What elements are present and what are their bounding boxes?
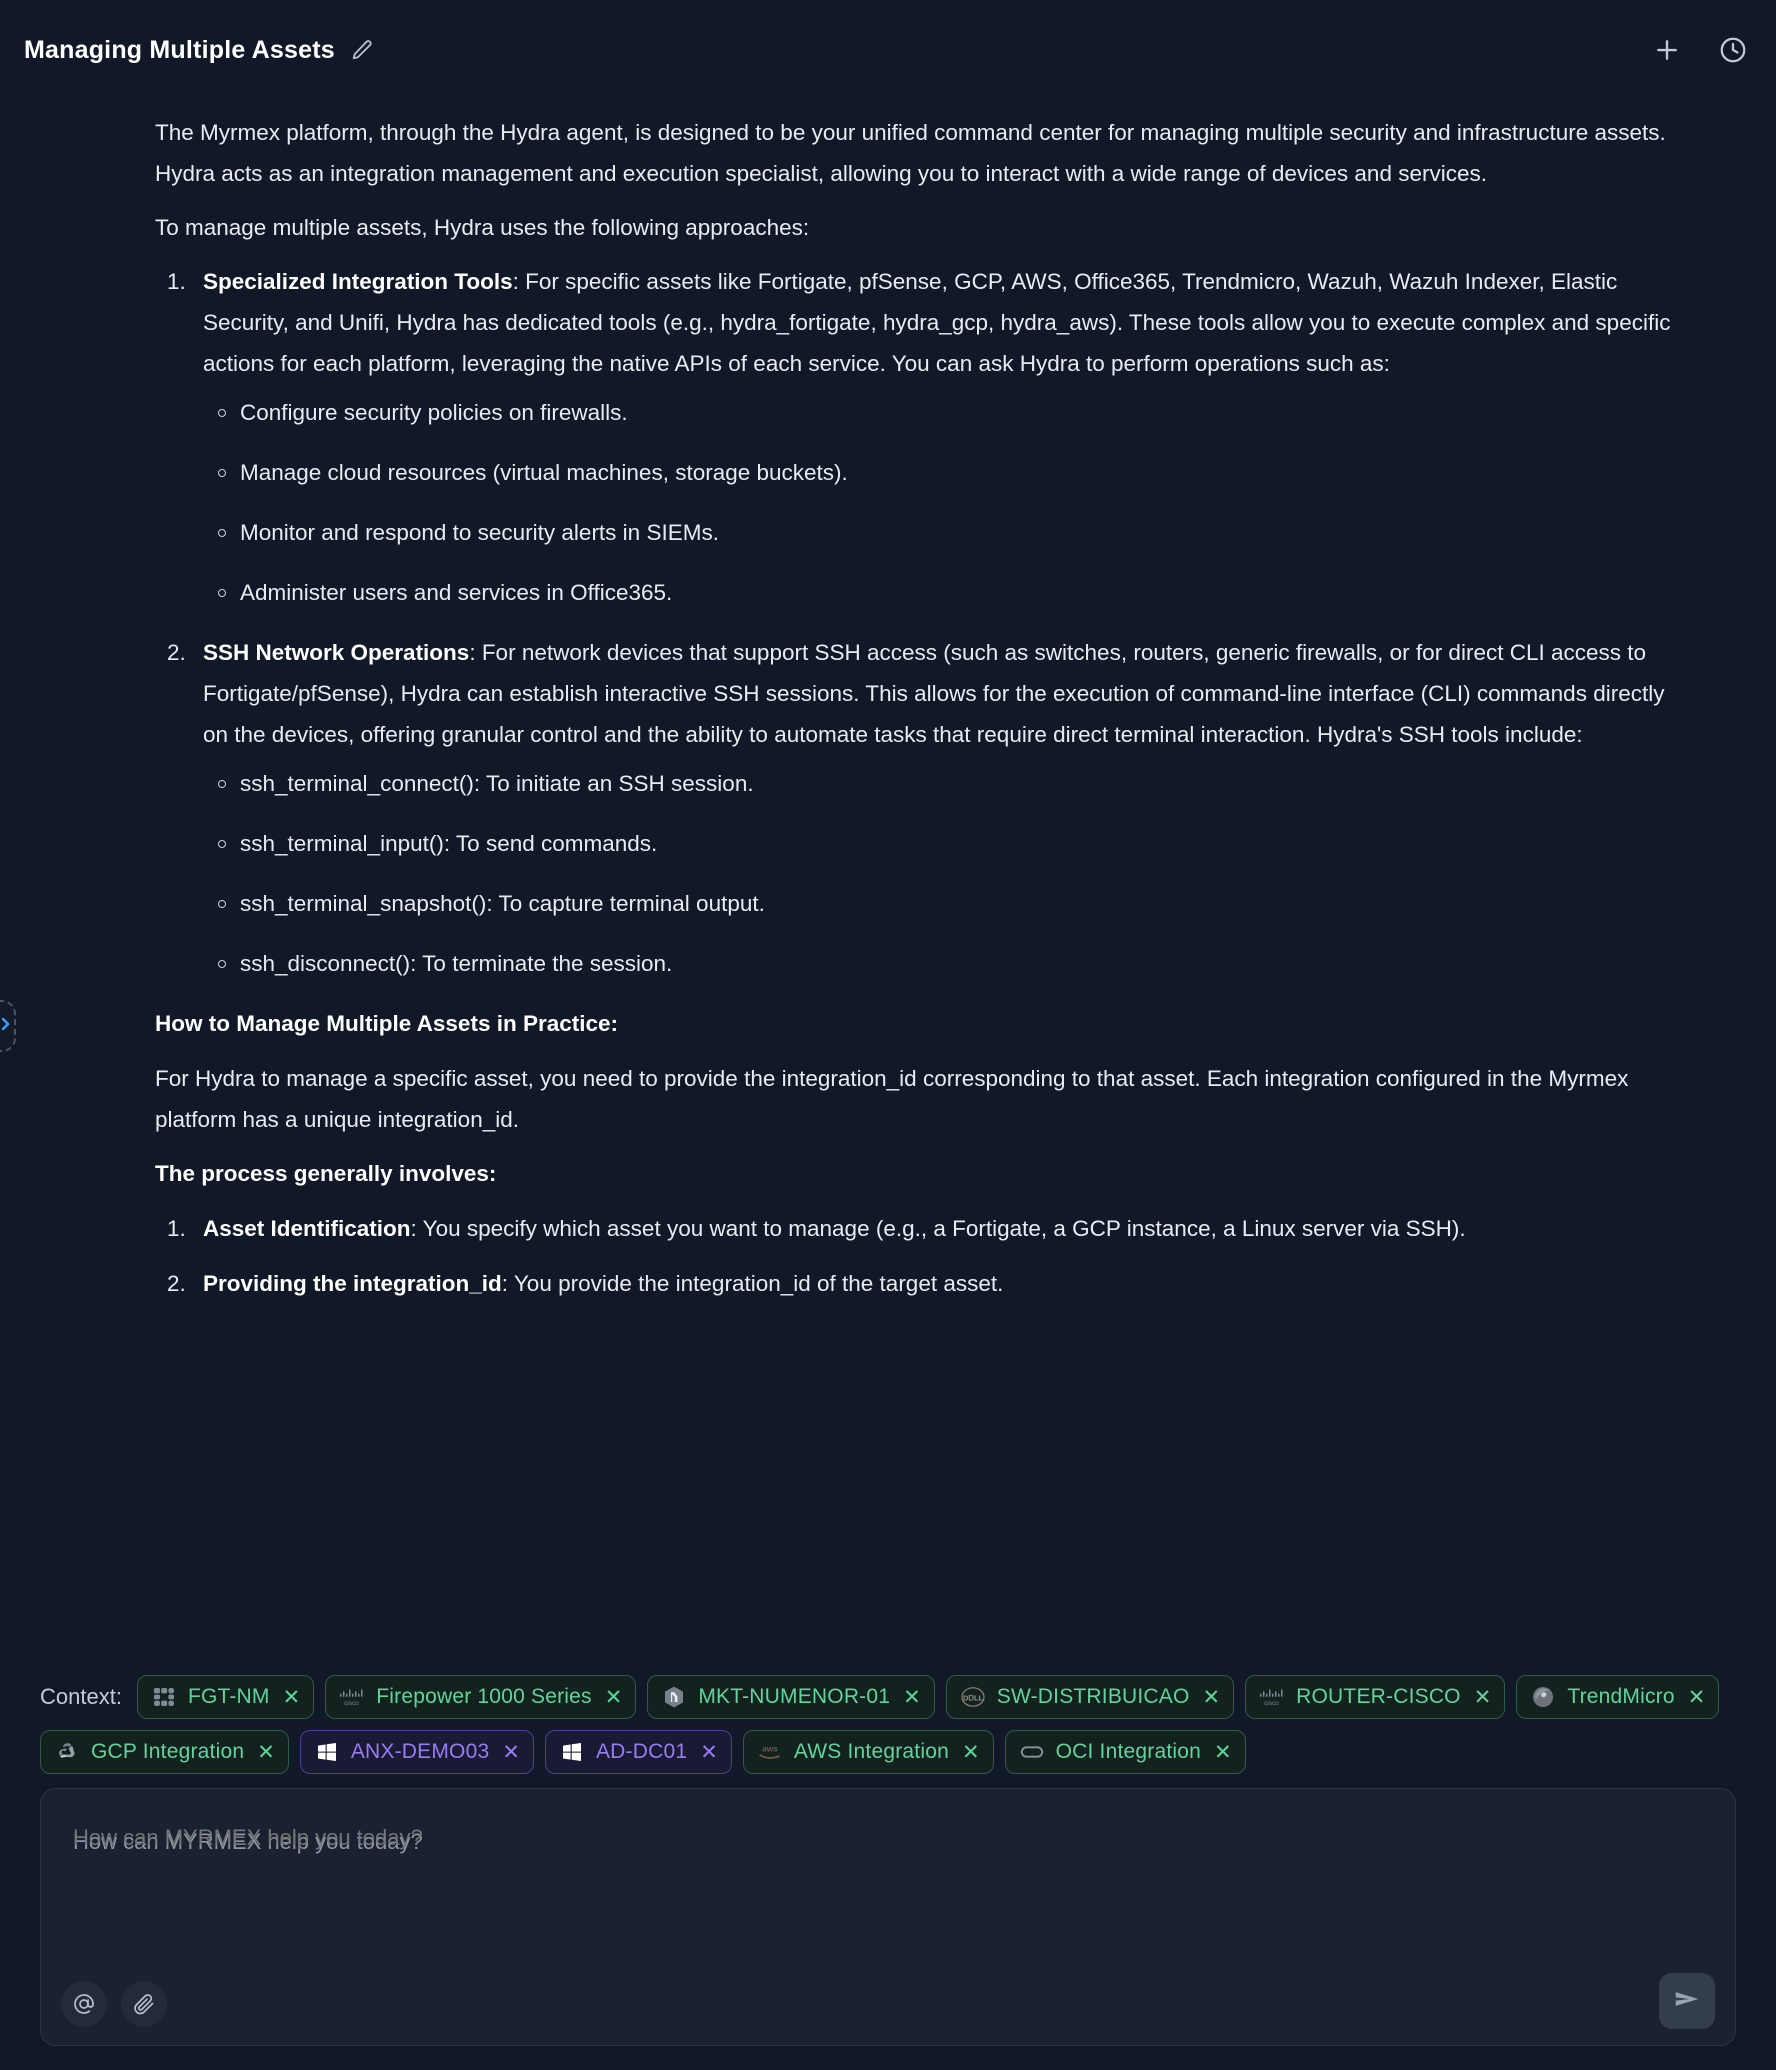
context-chip[interactable] bbox=[1516, 1675, 1719, 1719]
chevron-right-icon bbox=[0, 1017, 11, 1036]
context-chip[interactable] bbox=[545, 1730, 732, 1774]
context-chip[interactable] bbox=[1005, 1730, 1246, 1774]
list-item: Manage cloud resources (virtual machines, storage buckets). bbox=[240, 452, 1686, 493]
remove-chip-icon[interactable]: ✕ bbox=[282, 1685, 301, 1709]
context-chip[interactable] bbox=[946, 1675, 1234, 1719]
remove-chip-icon[interactable]: ✕ bbox=[961, 1740, 980, 1764]
context-chip[interactable] bbox=[743, 1730, 994, 1774]
at-sign-icon[interactable] bbox=[61, 1981, 107, 2027]
remove-chip-icon[interactable]: ✕ bbox=[1213, 1740, 1232, 1764]
cisco-logo-icon bbox=[339, 1684, 365, 1710]
clock-icon[interactable] bbox=[1718, 35, 1748, 65]
sidebar-peek-tab[interactable] bbox=[0, 1000, 16, 1052]
intro-paragraph-1: The Myrmex platform, through the Hydra agent, is designed to be your unified command center for managing multiple security and infrastructure assets. Hydra acts as an integration management and execution specialist, allowing you to interact with a wide range of devices and services. bbox=[155, 120, 1666, 186]
fortinet-grid-icon bbox=[151, 1684, 177, 1710]
process-heading: The process generally involves: bbox=[155, 1161, 497, 1186]
composer-dock bbox=[0, 1665, 1776, 2070]
context-chip[interactable] bbox=[1245, 1675, 1505, 1719]
svg-text:DⅮLL: DⅮLL bbox=[962, 1693, 983, 1703]
context-chip-label: OCI Integration bbox=[1055, 1740, 1201, 1763]
send-icon bbox=[1672, 1984, 1702, 2019]
list-item: Administer users and services in Office365. bbox=[240, 572, 1686, 613]
page-title: Managing Multiple Assets bbox=[24, 35, 335, 64]
context-chip[interactable] bbox=[325, 1675, 636, 1719]
process-list bbox=[155, 1208, 1686, 1304]
context-chip-label: ROUTER-CISCO bbox=[1296, 1685, 1461, 1708]
remove-chip-icon[interactable]: ✕ bbox=[700, 1740, 718, 1764]
list-item: ssh_disconnect(): To terminate the session. bbox=[240, 943, 1686, 984]
paperclip-icon[interactable] bbox=[121, 1981, 167, 2027]
approach-sublist bbox=[203, 392, 1686, 613]
plus-icon[interactable] bbox=[1652, 35, 1682, 65]
process-title: Asset Identification bbox=[203, 1216, 411, 1241]
trendmicro-logo-icon bbox=[1530, 1684, 1556, 1710]
remove-chip-icon[interactable]: ✕ bbox=[903, 1685, 921, 1709]
svg-text:aws: aws bbox=[761, 1743, 778, 1754]
context-chip-label: AD-DC01 bbox=[595, 1740, 688, 1763]
context-chip-label: SW-DISTRIBUICAO bbox=[996, 1685, 1190, 1708]
list-item bbox=[203, 632, 1686, 984]
remove-chip-icon[interactable]: ✕ bbox=[1473, 1685, 1492, 1709]
remove-chip-icon[interactable]: ✕ bbox=[604, 1685, 623, 1709]
google-cloud-icon bbox=[54, 1739, 80, 1765]
context-chip[interactable] bbox=[137, 1675, 314, 1719]
context-chip-label: TrendMicro bbox=[1567, 1685, 1675, 1708]
windows-logo-icon bbox=[314, 1739, 340, 1765]
list-item: ssh_terminal_connect(): To initiate an SSH session. bbox=[240, 763, 1686, 804]
composer-tools bbox=[61, 1981, 167, 2027]
header-actions bbox=[1652, 35, 1748, 65]
list-item: Configure security policies on firewalls. bbox=[240, 392, 1686, 433]
list-item bbox=[203, 1263, 1686, 1304]
list-item bbox=[203, 1208, 1686, 1249]
message-composer[interactable] bbox=[40, 1788, 1736, 2046]
practice-heading: How to Manage Multiple Assets in Practice: bbox=[155, 1011, 619, 1036]
context-chip-row bbox=[40, 1665, 1736, 1788]
pencil-icon[interactable] bbox=[351, 39, 373, 61]
approach-body: : For specific assets like Fortigate, pfSense, GCP, AWS, Office365, Trendmicro, Wazuh, Wazuh Indexer, Elastic Security, and Unifi, Hydra has dedicated tools (e.g., hydra_fortigate, hydra_gcp, hydra_aws). These tools allow you to execute complex and specific actions for each platform, leveraging the native APIs of each service. You can ask Hydra to perform operations such as: bbox=[203, 269, 1671, 376]
context-chip-label: FGT-NM bbox=[187, 1685, 270, 1708]
message-input[interactable] bbox=[41, 1789, 1735, 2045]
context-chip-label: ANX-DEMO03 bbox=[350, 1740, 490, 1763]
remove-chip-icon[interactable]: ✕ bbox=[1202, 1685, 1221, 1709]
remove-chip-icon[interactable]: ✕ bbox=[1687, 1685, 1706, 1709]
context-chip[interactable] bbox=[647, 1675, 934, 1719]
process-title: Providing the integration_id bbox=[203, 1271, 502, 1296]
list-item: ssh_terminal_input(): To send commands. bbox=[240, 823, 1686, 864]
svg-text:cisco: cisco bbox=[1264, 1700, 1279, 1707]
practice-paragraph: For Hydra to manage a specific asset, you need to provide the integration_id corresponding to that asset. Each integration configured in the Myrmex platform has a unique integration_id. bbox=[155, 1066, 1629, 1132]
process-body: : You provide the integration_id of the target asset. bbox=[501, 1271, 1004, 1296]
context-chip-label: GCP Integration bbox=[91, 1740, 245, 1763]
app-header bbox=[0, 0, 1776, 100]
context-chip-label: MKT-NUMENOR-01 bbox=[698, 1685, 891, 1708]
cisco-logo-icon bbox=[1259, 1684, 1285, 1710]
context-chip-label: Firepower 1000 Series bbox=[376, 1685, 592, 1708]
approach-title: SSH Network Operations bbox=[203, 640, 470, 665]
aws-logo-icon bbox=[757, 1739, 783, 1765]
composer-placeholder: How can MYRMEX help you today? bbox=[73, 1829, 423, 1854]
send-button[interactable] bbox=[1659, 1973, 1715, 2029]
dell-logo-icon bbox=[960, 1684, 986, 1710]
list-item: ssh_terminal_snapshot(): To capture terminal output. bbox=[240, 883, 1686, 924]
remove-chip-icon[interactable]: ✕ bbox=[502, 1740, 520, 1764]
list-item: Monitor and respond to security alerts in SIEMs. bbox=[240, 512, 1686, 553]
context-chip-label: AWS Integration bbox=[793, 1740, 949, 1763]
process-body: : You specify which asset you want to manage (e.g., a Fortigate, a GCP instance, a Linux server via SSH). bbox=[410, 1216, 1466, 1241]
context-chip[interactable] bbox=[40, 1730, 289, 1774]
approach-body: : For network devices that support SSH access (such as switches, routers, generic firewalls, or for direct CLI access to Fortigate/pfSense), Hydra can establish interactive SSH sessions. This allows for the execution of command-line interface (CLI) commands directly on the devices, offering granular control and the ability to automate tasks that require direct terminal interaction. Hydra's SSH tools include: bbox=[203, 640, 1665, 747]
approaches-list bbox=[155, 261, 1686, 984]
context-chip[interactable] bbox=[300, 1730, 534, 1774]
approach-sublist bbox=[203, 763, 1686, 984]
assistant-message bbox=[0, 100, 1776, 1304]
svg-text:cisco: cisco bbox=[344, 1700, 360, 1707]
windows-logo-icon bbox=[559, 1739, 585, 1765]
remove-chip-icon[interactable]: ✕ bbox=[257, 1740, 275, 1764]
intro-paragraph-2: To manage multiple assets, Hydra uses the following approaches: bbox=[155, 215, 810, 240]
unifi-hexagon-icon bbox=[661, 1684, 687, 1710]
oracle-cloud-icon bbox=[1019, 1739, 1045, 1765]
context-label: Context: bbox=[40, 1684, 122, 1709]
list-item bbox=[203, 261, 1686, 613]
approach-title: Specialized Integration Tools bbox=[203, 269, 513, 294]
